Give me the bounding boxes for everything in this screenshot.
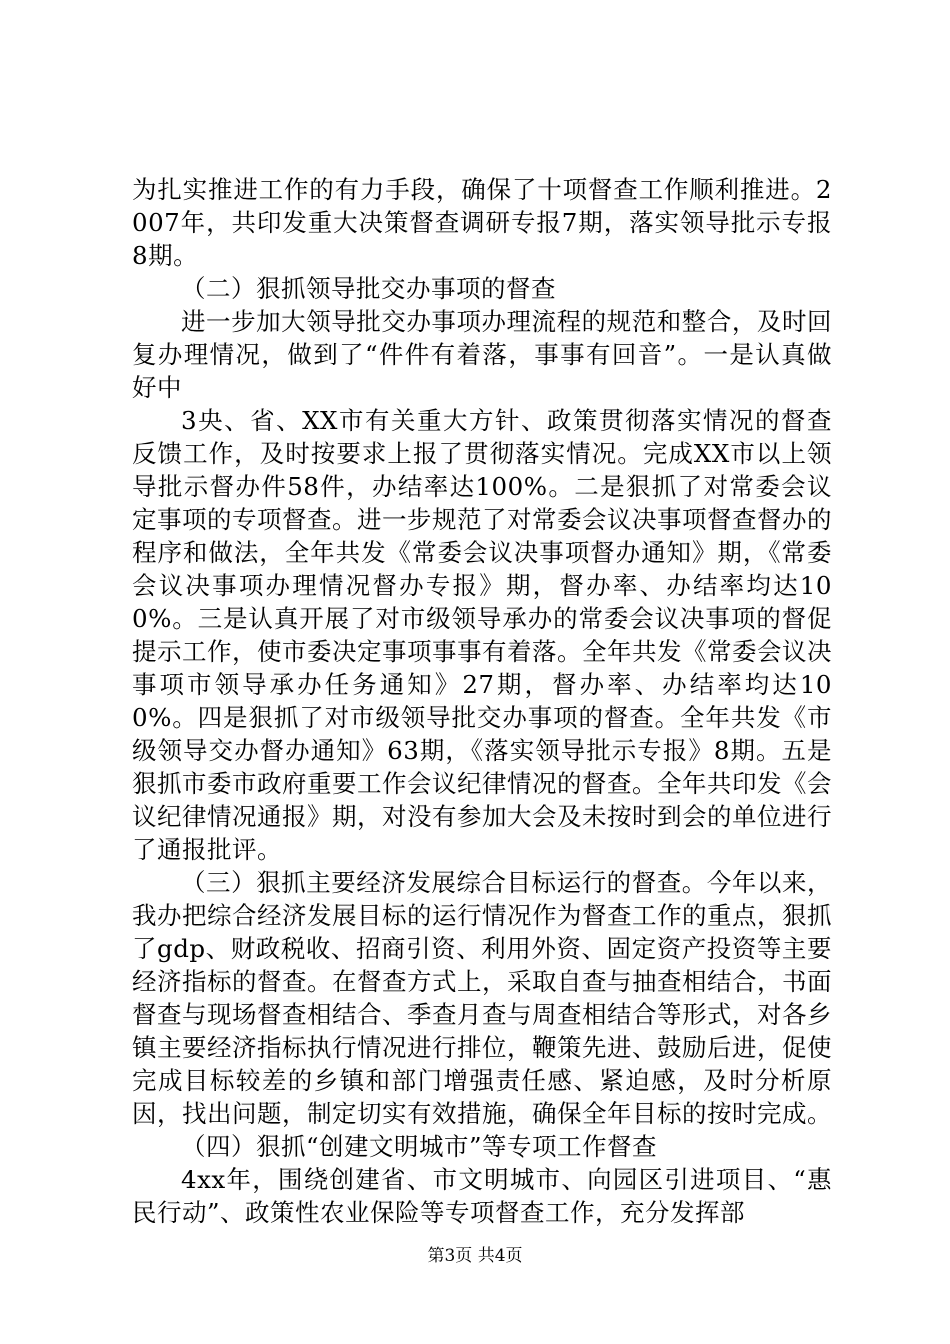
section-three-economic-goals: （三）狠抓主要经济发展综合目标运行的督查。今年以来，我办把综合经济发展目标的运行情况作为督查工作的重点，狠抓了gdp、财政税收、招商引资、利用外资、固定资产投资等主要经济指标的督查。在督查方式上，采取自查与抽查相结合，书面督查与现场督查相结合、季查月查与周查相结合等形式，对各乡镇主要经济指标执行情况进行排位，鞭策先进、鼓励后进，促使完成目标较差的乡镇和部门增强责任感、紧迫感，及时分析原因，找出问题，制定切实有效措施，确保全年目标的按时完成。 (132, 868, 832, 1128)
section-heading-four: （四）狠抓“创建文明城市”等专项工作督查 (181, 1132, 658, 1161)
paragraph-supervision-details: 3央、省、XX市有关重大方针、政策贯彻落实情况的督查反馈工作，及时按要求上报了贯彻落实情况。完成XX市以上领导批示督办件58件，办结率达100%。二是狠抓了对常委会议定事项的专项督查。进一步规范了对常委会议决事项督查督办的程序和做法，全年共发《常委会议决事项督办通知》期，《常委会议决事项办理情况督办专报》期，督办率、办结率均达100%。三是认真开展了对市级领导承办的常委会议决事项的督促提示工作，使市委决定事项事事有着落。全年共发《常委会议决事项市领导承办任务通知》27期，督办率、办结率均达100%。四是狠抓了对市级领导批交办事项的督查。全年共发《市级领导交办督办通知》63期，《落实领导批示专报》8期。五是狠抓市委市政府重要工作会议纪律情况的督查。全年共印发《会议纪律情况通报》期，对没有参加大会及未按时到会的单位进行了通报批评。 (132, 406, 832, 864)
section-heading-two: （二）狠抓领导批交办事项的督查 (181, 274, 556, 303)
document-body (132, 173, 832, 1229)
paragraph-special-projects: 4xx年，围绕创建省、市文明城市、向园区引进项目、“惠民行动”、政策性农业保险等专项督查工作，充分发挥部 (132, 1165, 832, 1227)
paragraph-continuation: 为扎实推进工作的有力手段，确保了十项督查工作顺利推进。2007年，共印发重大决策督查调研专报7期，落实领导批示专报8期。 (132, 175, 832, 270)
paragraph-leader-instructions: 进一步加大领导批交办事项办理流程的规范和整合，及时回复办理情况，做到了“件件有着落，事事有回音”。一是认真做好中 (132, 307, 832, 402)
page-number-footer: 第3页 共4页 (427, 1246, 523, 1266)
